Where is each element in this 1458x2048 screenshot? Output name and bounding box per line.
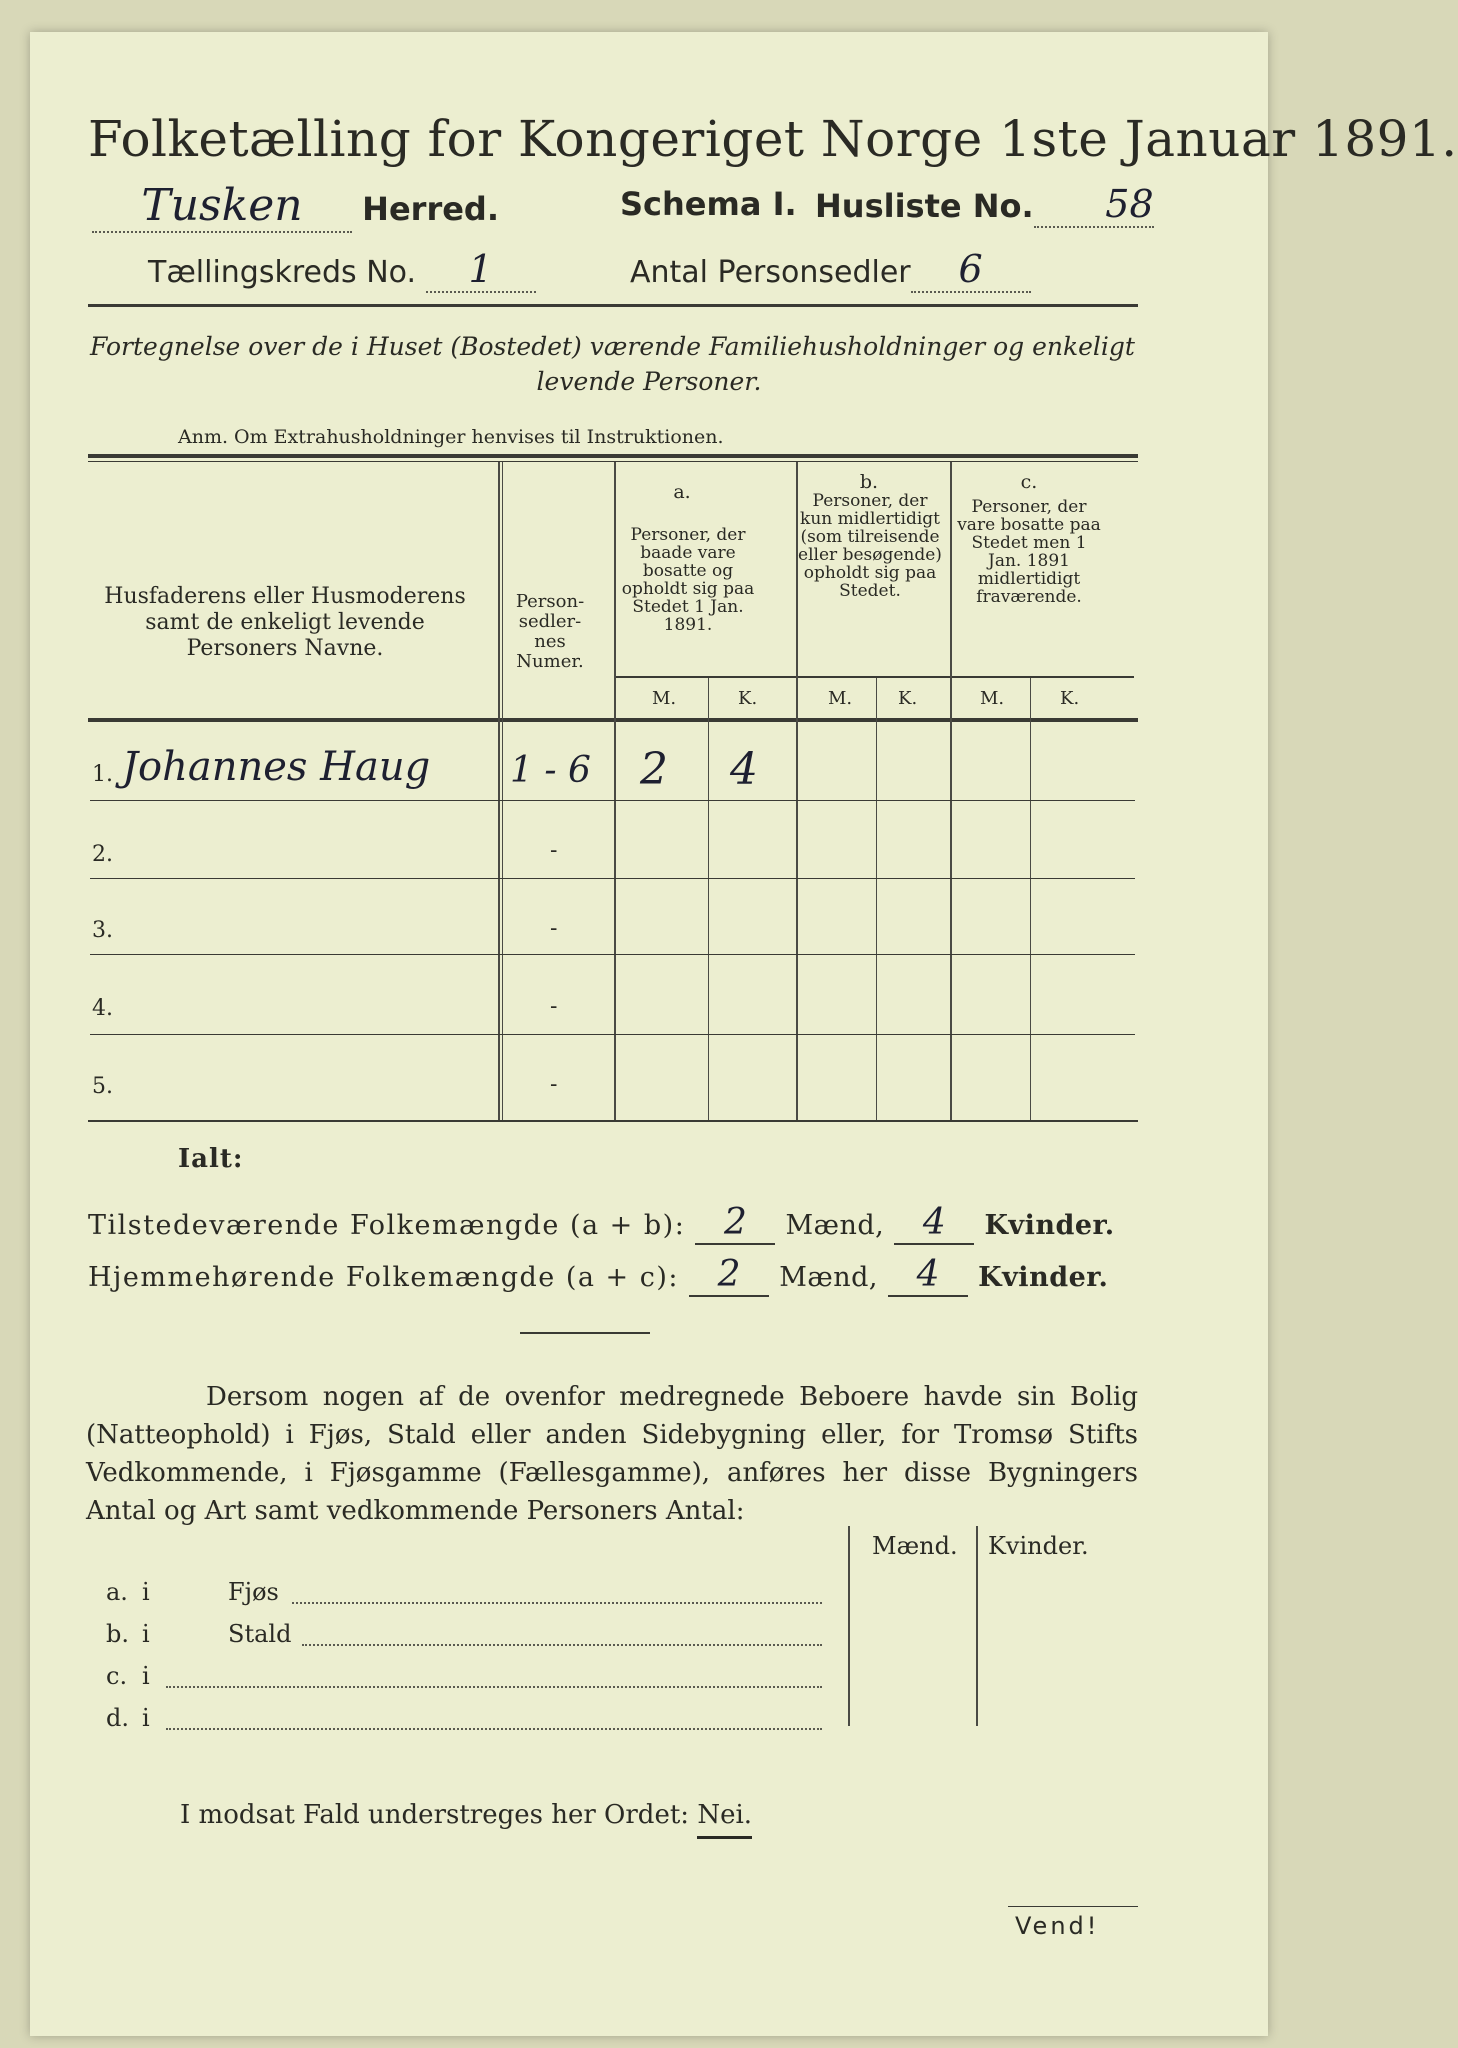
modsat-text: I modsat Fald understreges her Ordet:	[180, 1800, 690, 1830]
header-rule	[88, 304, 1138, 307]
building-letter: c.	[106, 1662, 128, 1690]
row-numer: -	[550, 1072, 558, 1097]
buildings-kvinder-header: Kvinder.	[988, 1532, 1089, 1560]
table-top-rule	[88, 454, 1138, 458]
hjemme-k: 4	[888, 1254, 968, 1297]
row-number: 1.	[92, 762, 113, 787]
row-numer: 1 - 6	[510, 750, 591, 791]
building-letter: a.	[106, 1578, 128, 1606]
buildings-vline-2	[976, 1526, 978, 1726]
intro-line-2: levende Personer.	[536, 367, 762, 396]
building-dotline	[166, 1728, 822, 1730]
vline-names	[498, 462, 500, 1122]
tilstede-m: 2	[695, 1202, 775, 1245]
row-numer: -	[550, 994, 558, 1019]
vline-b-mk	[876, 678, 877, 1122]
kreds-value: 1	[426, 247, 536, 293]
antal-label: Antal Personsedler	[630, 255, 911, 290]
short-divider	[520, 1332, 650, 1334]
herred-value: Tusken	[92, 180, 352, 233]
row-number: 4.	[92, 996, 113, 1021]
intro-line-1: Fortegnelse over de i Huset (Bostedet) værende Familiehusholdninger og enkeligt	[90, 332, 1135, 361]
kreds-line	[148, 247, 536, 293]
table-top-rule-thin	[88, 461, 1138, 462]
row-rule-1	[90, 800, 1135, 801]
antal-value: 6	[911, 247, 1031, 293]
col-header-names: Husfaderens eller Husmoderens samt de enkeligt levende Personers Navne.	[104, 584, 466, 661]
hjemme-m: 2	[689, 1254, 769, 1297]
col-b-k: K.	[898, 688, 918, 709]
row-number: 3.	[92, 918, 113, 943]
form-title: Folketælling for Kongeriget Norge 1ste Januar 1891.	[88, 110, 1458, 168]
header-bottom-rule	[88, 718, 1138, 722]
row-rule-4	[90, 1034, 1135, 1035]
hjemme-maend: Mænd,	[779, 1262, 878, 1293]
vline-a	[796, 462, 798, 1122]
row-number: 5.	[92, 1074, 113, 1099]
tilstede-maend: Mænd,	[785, 1210, 885, 1241]
hjemme-line	[88, 1254, 1108, 1297]
tilstede-kvinder: Kvinder.	[984, 1210, 1115, 1241]
vline-names-2	[502, 462, 503, 1122]
buildings-maend-header: Mænd.	[872, 1532, 958, 1560]
building-dotline	[302, 1644, 822, 1646]
schema-label: Schema I.	[620, 185, 797, 223]
row-rule-3	[90, 954, 1135, 955]
tilstede-line	[88, 1202, 1115, 1245]
row-numer: -	[550, 838, 558, 863]
antal-line	[630, 247, 1031, 293]
building-label: Fjøs	[228, 1578, 279, 1606]
col-a-k: K.	[738, 688, 758, 709]
building-label: Stald	[228, 1620, 292, 1648]
herred-label: Herred.	[362, 190, 499, 228]
anm-note: Anm. Om Extrahusholdninger henvises til Instruktionen.	[178, 426, 724, 448]
husliste-line	[815, 182, 1154, 228]
hjemme-label: Hjemmehørende Folkemængde (a + c):	[88, 1262, 679, 1293]
modsat-line	[180, 1800, 752, 1830]
building-dotline	[166, 1686, 822, 1688]
nei-word: Nei.	[697, 1800, 752, 1839]
col-header-b-letter: b.	[859, 471, 879, 493]
ialt-label: Ialt:	[178, 1144, 244, 1174]
buildings-paragraph: Dersom nogen af de ovenfor medregnede Beboere havde sin Bolig (Natteophold) i Fjøs, Stald eller anden Sidebygning eller, for Tromsø Stifts Vedkommende, i Fjøsgamme (Fællesgamme), anføres her disse Bygningers Antal og Art samt vedkommende Personers Antal:	[86, 1382, 1138, 1526]
mk-rule	[614, 676, 1134, 678]
building-i: i	[142, 1620, 150, 1648]
col-header-a-letter: a.	[673, 481, 691, 503]
vline-b	[950, 462, 952, 1122]
col-c-m: M.	[980, 688, 1005, 709]
row-name: Johannes Haug	[122, 744, 431, 790]
tilstede-label: Tilstedeværende Folkemængde (a + b):	[88, 1210, 686, 1241]
vline-a-mk	[708, 678, 709, 1122]
building-i: i	[142, 1578, 150, 1606]
row-number: 2.	[92, 842, 113, 867]
vend-rule	[1008, 1906, 1138, 1907]
tilstede-k: 4	[894, 1202, 974, 1245]
col-header-numer: Person-sedler-nes Numer.	[515, 591, 585, 672]
census-form-page	[30, 32, 1458, 2036]
vend-text: Vend!	[1015, 1912, 1100, 1940]
husliste-label: Husliste No.	[815, 187, 1034, 225]
table-bottom-rule	[88, 1120, 1138, 1122]
vline-numer	[614, 462, 616, 1122]
col-header-c-letter: c.	[1020, 471, 1038, 493]
building-i: i	[142, 1662, 150, 1690]
row-a-k: 4	[730, 744, 758, 795]
hjemme-kvinder: Kvinder.	[978, 1262, 1109, 1293]
col-b-m: M.	[828, 688, 853, 709]
kreds-label: Tællingskreds No.	[148, 255, 416, 290]
col-c-k: K.	[1060, 688, 1080, 709]
row-numer: -	[550, 916, 558, 941]
row-rule-2	[90, 878, 1135, 879]
husliste-value: 58	[1034, 182, 1154, 228]
building-dotline	[292, 1602, 822, 1604]
building-i: i	[142, 1704, 150, 1732]
herred-line	[92, 180, 499, 233]
col-header-a: Personer, der baade vare bosatte og opholdt sig paa Stedet 1 Jan. 1891.	[621, 525, 755, 635]
buildings-vline-1	[848, 1526, 850, 1726]
col-a-m: M.	[652, 688, 677, 709]
row-a-m: 2	[640, 744, 668, 795]
building-letter: b.	[106, 1620, 129, 1648]
vline-c-mk	[1030, 678, 1031, 1122]
col-header-b: Personer, der kun midlertidigt (som tilreisende eller besøgende) opholdt sig paa Stedet.	[798, 491, 942, 601]
col-header-c: Personer, der vare bosatte paa Stedet men 1 Jan. 1891 midlertidigt fraværende.	[957, 497, 1101, 607]
building-letter: d.	[106, 1704, 129, 1732]
